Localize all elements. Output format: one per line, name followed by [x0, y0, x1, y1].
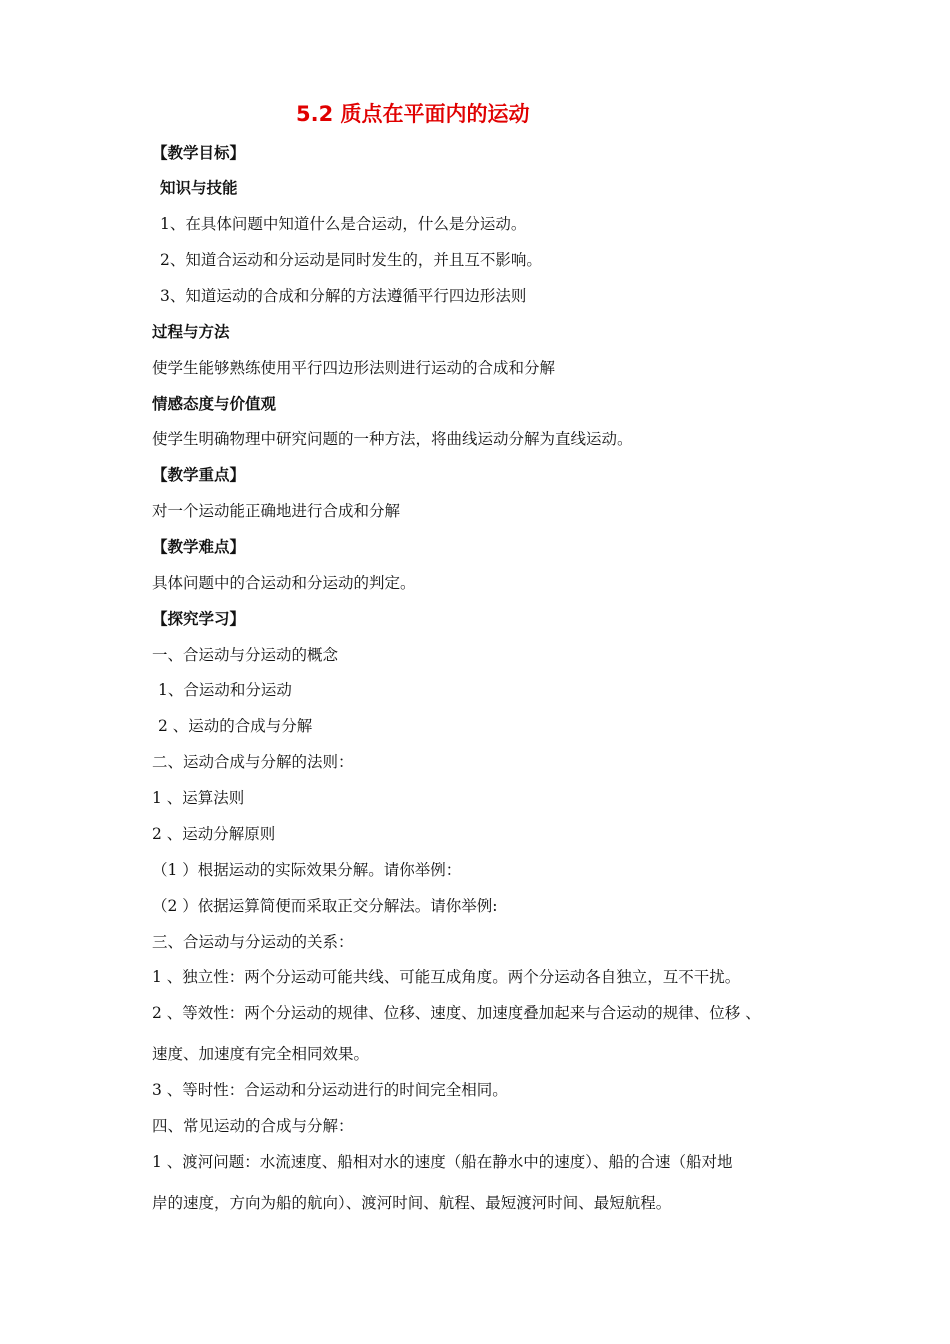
explore-line: 1 、独立性：两个分运动可能共线、可能互成角度。两个分运动各自独立，互不干扰。 [152, 968, 741, 986]
process-header: 过程与方法 [152, 323, 230, 341]
explore-line: （2 ）依据运算简便而采取正交分解法。请你举例: [152, 897, 498, 915]
explore-line: 2 、运动的合成与分解 [158, 717, 313, 735]
difficulty-text: 具体问题中的合运动和分运动的判定。 [152, 574, 416, 592]
explore-line: （1 ）根据运动的实际效果分解。请你举例： [152, 861, 462, 879]
key-text: 对一个运动能正确地进行合成和分解 [152, 502, 401, 520]
knowledge-item: 1、在具体问题中知道什么是合运动，什么是分运动。 [160, 215, 527, 233]
objectives-header: 【教学目标】 [152, 144, 246, 162]
explore-line: 岸的速度，方向为船的航向）、渡河时间、航程、最短渡河时间、最短航程。 [152, 1194, 672, 1212]
knowledge-header: 知识与技能 [160, 179, 238, 197]
difficulty-header: 【教学难点】 [152, 538, 246, 556]
process-text: 使学生能够熟练使用平行四边形法则进行运动的合成和分解 [152, 359, 556, 377]
explore-line: 2 、等效性：两个分运动的规律、位移、速度、加速度叠加起来与合运动的规律、位移 、 [152, 1004, 761, 1022]
explore-line: 一、合运动与分运动的概念 [152, 646, 339, 664]
explore-line: 1 、渡河问题：水流速度、船相对水的速度（船在静水中的速度）、船的合速（船对地 [152, 1153, 733, 1171]
explore-line: 四、常见运动的合成与分解： [152, 1117, 354, 1135]
knowledge-item: 2、知道合运动和分运动是同时发生的，并且互不影响。 [160, 251, 542, 269]
document-title: 5.2 质点在平面内的运动 [296, 102, 530, 126]
explore-line: 1、合运动和分运动 [158, 681, 292, 699]
attitude-header: 情感态度与价值观 [152, 395, 277, 413]
key-header: 【教学重点】 [152, 466, 246, 484]
explore-line: 2 、运动分解原则 [152, 825, 276, 843]
explore-line: 1 、运算法则 [152, 789, 245, 807]
explore-line: 三、合运动与分运动的关系： [152, 933, 354, 951]
knowledge-item: 3、知道运动的合成和分解的方法遵循平行四边形法则 [160, 287, 527, 305]
attitude-text: 使学生明确物理中研究问题的一种方法，将曲线运动分解为直线运动。 [152, 430, 633, 448]
explore-line: 速度、加速度有完全相同效果。 [152, 1045, 370, 1063]
explore-line: 二、运动合成与分解的法则： [152, 753, 354, 771]
explore-line: 3 、等时性：合运动和分运动进行的时间完全相同。 [152, 1081, 508, 1099]
explore-header: 【探究学习】 [152, 610, 246, 628]
